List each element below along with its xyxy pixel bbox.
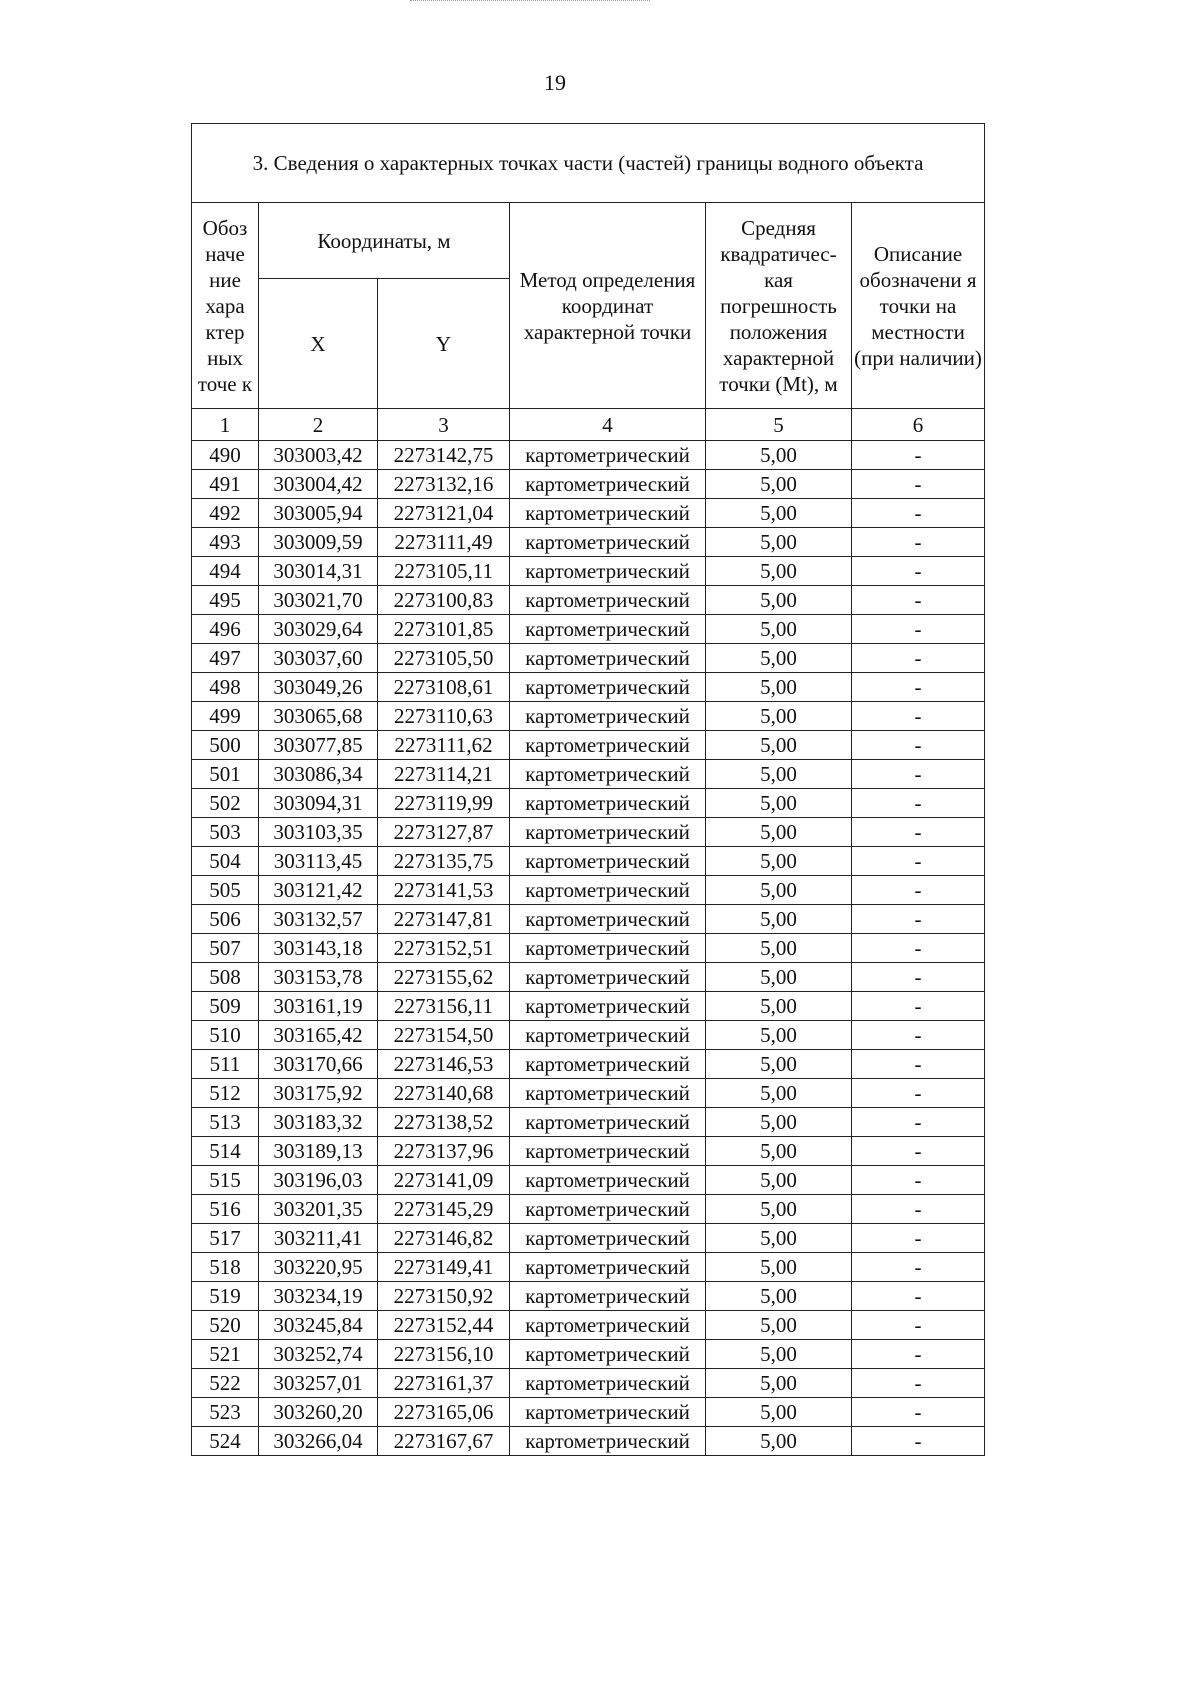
x-coordinate-cell: 303252,74 <box>259 1340 378 1369</box>
table-row <box>192 1224 985 1253</box>
column-number: 5 <box>706 409 852 441</box>
point-id-cell: 499 <box>192 702 259 731</box>
y-coordinate-cell: 2273141,09 <box>378 1166 510 1195</box>
x-coordinate-cell: 303014,31 <box>259 557 378 586</box>
method-cell: картометрический <box>510 731 706 760</box>
error-cell: 5,00 <box>706 499 852 528</box>
x-coordinate-cell: 303189,13 <box>259 1137 378 1166</box>
error-cell: 5,00 <box>706 1021 852 1050</box>
y-coordinate-cell: 2273110,63 <box>378 702 510 731</box>
point-id-cell: 500 <box>192 731 259 760</box>
description-cell: - <box>852 673 985 702</box>
table-row <box>192 644 985 673</box>
x-coordinate-cell: 303257,01 <box>259 1369 378 1398</box>
error-cell: 5,00 <box>706 1166 852 1195</box>
description-cell: - <box>852 1340 985 1369</box>
y-coordinate-cell: 2273141,53 <box>378 876 510 905</box>
x-coordinate-cell: 303009,59 <box>259 528 378 557</box>
table-row <box>192 470 985 499</box>
table-row <box>192 847 985 876</box>
header-x: X <box>259 279 378 409</box>
point-id-cell: 508 <box>192 963 259 992</box>
y-coordinate-cell: 2273132,16 <box>378 470 510 499</box>
y-coordinate-cell: 2273156,11 <box>378 992 510 1021</box>
point-id-cell: 493 <box>192 528 259 557</box>
table-row <box>192 702 985 731</box>
point-id-cell: 520 <box>192 1311 259 1340</box>
x-coordinate-cell: 303086,34 <box>259 760 378 789</box>
method-cell: картометрический <box>510 876 706 905</box>
error-cell: 5,00 <box>706 586 852 615</box>
x-coordinate-cell: 303234,19 <box>259 1282 378 1311</box>
method-cell: картометрический <box>510 673 706 702</box>
table-row <box>192 876 985 905</box>
description-cell: - <box>852 557 985 586</box>
error-cell: 5,00 <box>706 1311 852 1340</box>
point-id-cell: 513 <box>192 1108 259 1137</box>
y-coordinate-cell: 2273100,83 <box>378 586 510 615</box>
error-cell: 5,00 <box>706 1253 852 1282</box>
y-coordinate-cell: 2273105,11 <box>378 557 510 586</box>
method-cell: картометрический <box>510 470 706 499</box>
x-coordinate-cell: 303004,42 <box>259 470 378 499</box>
method-cell: картометрический <box>510 1050 706 1079</box>
description-cell: - <box>852 847 985 876</box>
description-cell: - <box>852 1282 985 1311</box>
table-row <box>192 731 985 760</box>
table-row <box>192 1021 985 1050</box>
method-cell: картометрический <box>510 1166 706 1195</box>
error-cell: 5,00 <box>706 528 852 557</box>
error-cell: 5,00 <box>706 441 852 470</box>
x-coordinate-cell: 303003,42 <box>259 441 378 470</box>
point-id-cell: 494 <box>192 557 259 586</box>
method-cell: картометрический <box>510 818 706 847</box>
method-cell: картометрический <box>510 586 706 615</box>
y-coordinate-cell: 2273142,75 <box>378 441 510 470</box>
error-cell: 5,00 <box>706 876 852 905</box>
table-row <box>192 992 985 1021</box>
error-cell: 5,00 <box>706 1050 852 1079</box>
y-coordinate-cell: 2273156,10 <box>378 1340 510 1369</box>
description-cell: - <box>852 1369 985 1398</box>
y-coordinate-cell: 2273161,37 <box>378 1369 510 1398</box>
points-table <box>191 123 985 1456</box>
point-id-cell: 496 <box>192 615 259 644</box>
description-cell: - <box>852 1050 985 1079</box>
description-cell: - <box>852 528 985 557</box>
point-id-cell: 509 <box>192 992 259 1021</box>
point-id-cell: 491 <box>192 470 259 499</box>
header-description: Описание обозначени я точки на местности (при наличии) <box>852 203 985 409</box>
description-cell: - <box>852 1166 985 1195</box>
table-row <box>192 1253 985 1282</box>
x-coordinate-cell: 303094,31 <box>259 789 378 818</box>
error-cell: 5,00 <box>706 905 852 934</box>
point-id-cell: 510 <box>192 1021 259 1050</box>
x-coordinate-cell: 303183,32 <box>259 1108 378 1137</box>
table-row <box>192 1427 985 1456</box>
error-cell: 5,00 <box>706 1195 852 1224</box>
description-cell: - <box>852 876 985 905</box>
table-row <box>192 1369 985 1398</box>
method-cell: картометрический <box>510 702 706 731</box>
y-coordinate-cell: 2273154,50 <box>378 1021 510 1050</box>
y-coordinate-cell: 2273146,53 <box>378 1050 510 1079</box>
description-cell: - <box>852 1224 985 1253</box>
point-id-cell: 517 <box>192 1224 259 1253</box>
x-coordinate-cell: 303170,66 <box>259 1050 378 1079</box>
point-id-cell: 507 <box>192 934 259 963</box>
method-cell: картометрический <box>510 1137 706 1166</box>
description-cell: - <box>852 1398 985 1427</box>
point-id-cell: 501 <box>192 760 259 789</box>
method-cell: картометрический <box>510 499 706 528</box>
point-id-cell: 490 <box>192 441 259 470</box>
description-cell: - <box>852 499 985 528</box>
table-row <box>192 1137 985 1166</box>
y-coordinate-cell: 2273165,06 <box>378 1398 510 1427</box>
method-cell: картометрический <box>510 528 706 557</box>
point-id-cell: 502 <box>192 789 259 818</box>
point-id-cell: 497 <box>192 644 259 673</box>
header-method: Метод определения координат характерной точки <box>510 203 706 409</box>
method-cell: картометрический <box>510 1311 706 1340</box>
description-cell: - <box>852 470 985 499</box>
y-coordinate-cell: 2273152,44 <box>378 1311 510 1340</box>
x-coordinate-cell: 303175,92 <box>259 1079 378 1108</box>
point-id-cell: 492 <box>192 499 259 528</box>
description-cell: - <box>852 702 985 731</box>
error-cell: 5,00 <box>706 1398 852 1427</box>
method-cell: картометрический <box>510 847 706 876</box>
description-cell: - <box>852 1021 985 1050</box>
description-cell: - <box>852 818 985 847</box>
table-row <box>192 789 985 818</box>
y-coordinate-cell: 2273150,92 <box>378 1282 510 1311</box>
error-cell: 5,00 <box>706 1108 852 1137</box>
description-cell: - <box>852 441 985 470</box>
y-coordinate-cell: 2273108,61 <box>378 673 510 702</box>
error-cell: 5,00 <box>706 934 852 963</box>
description-cell: - <box>852 586 985 615</box>
x-coordinate-cell: 303211,41 <box>259 1224 378 1253</box>
x-coordinate-cell: 303077,85 <box>259 731 378 760</box>
point-id-cell: 519 <box>192 1282 259 1311</box>
point-id-cell: 506 <box>192 905 259 934</box>
y-coordinate-cell: 2273146,82 <box>378 1224 510 1253</box>
description-cell: - <box>852 1137 985 1166</box>
y-coordinate-cell: 2273147,81 <box>378 905 510 934</box>
point-id-cell: 523 <box>192 1398 259 1427</box>
error-cell: 5,00 <box>706 1137 852 1166</box>
table-row <box>192 1050 985 1079</box>
table-row <box>192 528 985 557</box>
method-cell: картометрический <box>510 1369 706 1398</box>
error-cell: 5,00 <box>706 1340 852 1369</box>
table-row <box>192 1108 985 1137</box>
y-coordinate-cell: 2273137,96 <box>378 1137 510 1166</box>
method-cell: картометрический <box>510 1253 706 1282</box>
description-cell: - <box>852 992 985 1021</box>
point-id-cell: 515 <box>192 1166 259 1195</box>
point-id-cell: 511 <box>192 1050 259 1079</box>
x-coordinate-cell: 303021,70 <box>259 586 378 615</box>
error-cell: 5,00 <box>706 731 852 760</box>
error-cell: 5,00 <box>706 1369 852 1398</box>
description-cell: - <box>852 963 985 992</box>
x-coordinate-cell: 303029,64 <box>259 615 378 644</box>
description-cell: - <box>852 1253 985 1282</box>
error-cell: 5,00 <box>706 963 852 992</box>
page-number: 19 <box>544 70 566 95</box>
method-cell: картометрический <box>510 441 706 470</box>
header-error: Средняя квадратичес-кая погрешность положения характерной точки (Mt), м <box>706 203 852 409</box>
y-coordinate-cell: 2273140,68 <box>378 1079 510 1108</box>
method-cell: картометрический <box>510 934 706 963</box>
table-row <box>192 499 985 528</box>
description-cell: - <box>852 644 985 673</box>
method-cell: картометрический <box>510 905 706 934</box>
method-cell: картометрический <box>510 992 706 1021</box>
y-coordinate-cell: 2273127,87 <box>378 818 510 847</box>
y-coordinate-cell: 2273152,51 <box>378 934 510 963</box>
method-cell: картометрический <box>510 789 706 818</box>
point-id-cell: 518 <box>192 1253 259 1282</box>
method-cell: картометрический <box>510 760 706 789</box>
method-cell: картометрический <box>510 1195 706 1224</box>
y-coordinate-cell: 2273138,52 <box>378 1108 510 1137</box>
table-row <box>192 1195 985 1224</box>
point-id-cell: 522 <box>192 1369 259 1398</box>
error-cell: 5,00 <box>706 1079 852 1108</box>
header-y: Y <box>378 279 510 409</box>
x-coordinate-cell: 303132,57 <box>259 905 378 934</box>
method-cell: картометрический <box>510 615 706 644</box>
point-id-cell: 512 <box>192 1079 259 1108</box>
method-cell: картометрический <box>510 1340 706 1369</box>
point-id-cell: 498 <box>192 673 259 702</box>
description-cell: - <box>852 1108 985 1137</box>
x-coordinate-cell: 303103,35 <box>259 818 378 847</box>
method-cell: картометрический <box>510 963 706 992</box>
y-coordinate-cell: 2273101,85 <box>378 615 510 644</box>
description-cell: - <box>852 1079 985 1108</box>
table-row <box>192 586 985 615</box>
x-coordinate-cell: 303049,26 <box>259 673 378 702</box>
table-row <box>192 441 985 470</box>
column-number: 3 <box>378 409 510 441</box>
point-id-cell: 495 <box>192 586 259 615</box>
error-cell: 5,00 <box>706 847 852 876</box>
error-cell: 5,00 <box>706 470 852 499</box>
x-coordinate-cell: 303037,60 <box>259 644 378 673</box>
point-id-cell: 516 <box>192 1195 259 1224</box>
header-coordinates: Координаты, м <box>259 203 510 279</box>
x-coordinate-cell: 303196,03 <box>259 1166 378 1195</box>
description-cell: - <box>852 934 985 963</box>
method-cell: картометрический <box>510 644 706 673</box>
x-coordinate-cell: 303266,04 <box>259 1427 378 1456</box>
error-cell: 5,00 <box>706 702 852 731</box>
description-cell: - <box>852 1195 985 1224</box>
column-number: 4 <box>510 409 706 441</box>
error-cell: 5,00 <box>706 1427 852 1456</box>
y-coordinate-cell: 2273149,41 <box>378 1253 510 1282</box>
table-row <box>192 818 985 847</box>
table-row <box>192 1282 985 1311</box>
section-title: 3. Сведения о характерных точках части (частей) границы водного объекта <box>192 124 985 203</box>
method-cell: картометрический <box>510 1224 706 1253</box>
x-coordinate-cell: 303121,42 <box>259 876 378 905</box>
column-number: 6 <box>852 409 985 441</box>
x-coordinate-cell: 303113,45 <box>259 847 378 876</box>
error-cell: 5,00 <box>706 673 852 702</box>
method-cell: картометрический <box>510 1079 706 1108</box>
y-coordinate-cell: 2273114,21 <box>378 760 510 789</box>
x-coordinate-cell: 303245,84 <box>259 1311 378 1340</box>
table-row <box>192 1311 985 1340</box>
scan-artifact <box>410 0 650 3</box>
x-coordinate-cell: 303201,35 <box>259 1195 378 1224</box>
point-id-cell: 521 <box>192 1340 259 1369</box>
x-coordinate-cell: 303005,94 <box>259 499 378 528</box>
description-cell: - <box>852 789 985 818</box>
x-coordinate-cell: 303161,19 <box>259 992 378 1021</box>
method-cell: картометрический <box>510 1398 706 1427</box>
method-cell: картометрический <box>510 557 706 586</box>
error-cell: 5,00 <box>706 789 852 818</box>
method-cell: картометрический <box>510 1108 706 1137</box>
table-row <box>192 1340 985 1369</box>
x-coordinate-cell: 303143,18 <box>259 934 378 963</box>
table-row <box>192 673 985 702</box>
y-coordinate-cell: 2273167,67 <box>378 1427 510 1456</box>
y-coordinate-cell: 2273155,62 <box>378 963 510 992</box>
point-id-cell: 514 <box>192 1137 259 1166</box>
description-cell: - <box>852 615 985 644</box>
error-cell: 5,00 <box>706 615 852 644</box>
y-coordinate-cell: 2273145,29 <box>378 1195 510 1224</box>
description-cell: - <box>852 1311 985 1340</box>
table-row <box>192 934 985 963</box>
y-coordinate-cell: 2273119,99 <box>378 789 510 818</box>
table-row <box>192 963 985 992</box>
table-row <box>192 1166 985 1195</box>
error-cell: 5,00 <box>706 557 852 586</box>
description-cell: - <box>852 731 985 760</box>
description-cell: - <box>852 1427 985 1456</box>
error-cell: 5,00 <box>706 992 852 1021</box>
y-coordinate-cell: 2273105,50 <box>378 644 510 673</box>
point-id-cell: 503 <box>192 818 259 847</box>
table-row <box>192 615 985 644</box>
column-number: 2 <box>259 409 378 441</box>
error-cell: 5,00 <box>706 644 852 673</box>
method-cell: картометрический <box>510 1427 706 1456</box>
table-row <box>192 760 985 789</box>
error-cell: 5,00 <box>706 818 852 847</box>
table-row <box>192 1398 985 1427</box>
point-id-cell: 505 <box>192 876 259 905</box>
method-cell: картометрический <box>510 1282 706 1311</box>
x-coordinate-cell: 303065,68 <box>259 702 378 731</box>
point-id-cell: 524 <box>192 1427 259 1456</box>
x-coordinate-cell: 303220,95 <box>259 1253 378 1282</box>
x-coordinate-cell: 303153,78 <box>259 963 378 992</box>
table-row <box>192 905 985 934</box>
x-coordinate-cell: 303165,42 <box>259 1021 378 1050</box>
description-cell: - <box>852 760 985 789</box>
table-row <box>192 1079 985 1108</box>
y-coordinate-cell: 2273111,49 <box>378 528 510 557</box>
error-cell: 5,00 <box>706 760 852 789</box>
point-id-cell: 504 <box>192 847 259 876</box>
x-coordinate-cell: 303260,20 <box>259 1398 378 1427</box>
error-cell: 5,00 <box>706 1224 852 1253</box>
error-cell: 5,00 <box>706 1282 852 1311</box>
y-coordinate-cell: 2273135,75 <box>378 847 510 876</box>
table-row <box>192 557 985 586</box>
y-coordinate-cell: 2273111,62 <box>378 731 510 760</box>
description-cell: - <box>852 905 985 934</box>
y-coordinate-cell: 2273121,04 <box>378 499 510 528</box>
header-designation: Обоз наче ние хара ктер ных точе к <box>192 203 259 409</box>
column-number: 1 <box>192 409 259 441</box>
method-cell: картометрический <box>510 1021 706 1050</box>
